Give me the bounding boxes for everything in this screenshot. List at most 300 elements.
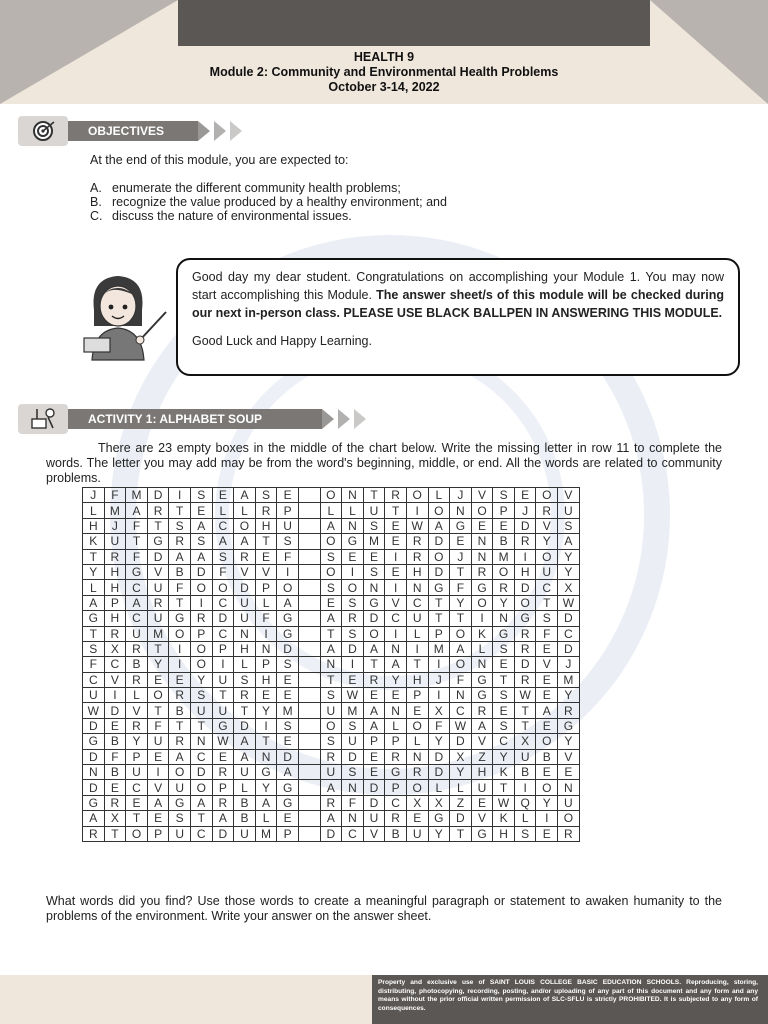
grid-cell: O bbox=[190, 580, 212, 595]
grid-cell: R bbox=[363, 672, 385, 687]
grid-cell: C bbox=[83, 672, 105, 687]
objective-letter: A. bbox=[90, 181, 102, 195]
missing-letter-box bbox=[298, 765, 320, 780]
grid-cell: P bbox=[255, 657, 277, 672]
grid-cell: D bbox=[212, 611, 234, 626]
grid-cell: L bbox=[428, 488, 450, 503]
missing-letter-box bbox=[298, 564, 320, 579]
grid-cell: R bbox=[471, 703, 493, 718]
grid-cell: B bbox=[104, 734, 126, 749]
grid-cell: S bbox=[190, 534, 212, 549]
chevron-icon bbox=[354, 409, 366, 429]
grid-cell: B bbox=[234, 811, 256, 826]
grid-cell: T bbox=[493, 672, 515, 687]
grid-cell: A bbox=[428, 518, 450, 533]
grid-cell: E bbox=[342, 549, 364, 564]
grid-cell: F bbox=[342, 795, 364, 810]
grid-cell: U bbox=[363, 811, 385, 826]
grid-cell: I bbox=[342, 657, 364, 672]
grid-cell: E bbox=[536, 672, 558, 687]
grid-cell: F bbox=[126, 549, 148, 564]
grid-cell: E bbox=[190, 503, 212, 518]
grid-cell: M bbox=[147, 626, 169, 641]
grid-cell: V bbox=[471, 734, 493, 749]
chevron-icon bbox=[322, 409, 334, 429]
grid-cell: R bbox=[514, 641, 536, 656]
grid-cell: X bbox=[514, 734, 536, 749]
grid-cell: L bbox=[255, 595, 277, 610]
header-title-block bbox=[150, 50, 618, 95]
grid-cell: A bbox=[234, 488, 256, 503]
grid-cell: D bbox=[428, 534, 450, 549]
grid-cell: C bbox=[406, 595, 428, 610]
missing-letter-box bbox=[298, 518, 320, 533]
grid-row bbox=[83, 503, 580, 518]
grid-cell: F bbox=[450, 580, 472, 595]
grid-cell: U bbox=[126, 765, 148, 780]
grid-cell: X bbox=[104, 641, 126, 656]
grid-cell: S bbox=[190, 488, 212, 503]
grid-cell: F bbox=[450, 672, 472, 687]
grid-cell: T bbox=[363, 488, 385, 503]
grid-cell: H bbox=[83, 518, 105, 533]
objective-item bbox=[90, 181, 401, 196]
grid-cell: R bbox=[385, 488, 407, 503]
grid-cell: M bbox=[126, 488, 148, 503]
grid-cell: S bbox=[190, 688, 212, 703]
grid-cell: A bbox=[212, 811, 234, 826]
grid-cell: G bbox=[471, 688, 493, 703]
grid-cell: E bbox=[147, 749, 169, 764]
grid-cell: Y bbox=[126, 734, 148, 749]
grid-cell: E bbox=[536, 765, 558, 780]
grid-cell: P bbox=[385, 780, 407, 795]
grid-row bbox=[83, 703, 580, 718]
grid-row bbox=[83, 580, 580, 595]
grid-cell: K bbox=[83, 534, 105, 549]
grid-cell: C bbox=[212, 595, 234, 610]
grid-cell: T bbox=[126, 811, 148, 826]
grid-cell: D bbox=[558, 641, 580, 656]
grid-cell: L bbox=[428, 780, 450, 795]
message-closing: Good Luck and Happy Learning. bbox=[192, 334, 372, 348]
grid-cell: A bbox=[320, 518, 342, 533]
grid-cell: R bbox=[385, 749, 407, 764]
grid-cell: N bbox=[471, 657, 493, 672]
grid-cell: F bbox=[428, 718, 450, 733]
message-bold-text: The answer sheet/s of this module will be checked during our next in-person class. PLEASE USE BLACK BALLPEN IN ANSWERING THIS MODULE. bbox=[192, 288, 724, 320]
grid-cell: Y bbox=[428, 826, 450, 841]
grid-cell: E bbox=[385, 518, 407, 533]
grid-cell: R bbox=[104, 626, 126, 641]
grid-cell: L bbox=[450, 780, 472, 795]
grid-cell: S bbox=[493, 488, 515, 503]
grid-row bbox=[83, 780, 580, 795]
grid-cell: T bbox=[363, 657, 385, 672]
grid-cell: P bbox=[212, 780, 234, 795]
grid-cell: I bbox=[428, 657, 450, 672]
grid-cell: L bbox=[234, 503, 256, 518]
grid-cell: S bbox=[320, 734, 342, 749]
grid-cell: C bbox=[385, 795, 407, 810]
grid-cell: R bbox=[385, 811, 407, 826]
target-icon bbox=[18, 116, 68, 146]
grid-cell: T bbox=[83, 549, 105, 564]
grid-cell: C bbox=[104, 657, 126, 672]
grid-cell: S bbox=[169, 811, 191, 826]
grid-cell: G bbox=[83, 611, 105, 626]
grid-cell: L bbox=[255, 811, 277, 826]
grid-cell: A bbox=[450, 641, 472, 656]
grid-cell: D bbox=[363, 611, 385, 626]
missing-letter-box bbox=[298, 749, 320, 764]
grid-cell: O bbox=[558, 811, 580, 826]
grid-cell: D bbox=[363, 795, 385, 810]
grid-cell: O bbox=[406, 780, 428, 795]
grid-cell: T bbox=[450, 611, 472, 626]
grid-cell: P bbox=[385, 734, 407, 749]
grid-cell: T bbox=[406, 657, 428, 672]
missing-letter-box bbox=[298, 795, 320, 810]
grid-cell: D bbox=[83, 749, 105, 764]
grid-cell: J bbox=[83, 488, 105, 503]
grid-cell: T bbox=[255, 734, 277, 749]
grid-cell: P bbox=[493, 503, 515, 518]
grid-cell: E bbox=[514, 488, 536, 503]
grid-cell: Y bbox=[428, 734, 450, 749]
grid-cell: W bbox=[558, 595, 580, 610]
grid-cell: I bbox=[255, 718, 277, 733]
grid-cell: P bbox=[406, 688, 428, 703]
grid-cell: N bbox=[450, 688, 472, 703]
grid-cell: A bbox=[234, 749, 256, 764]
grid-cell: H bbox=[104, 580, 126, 595]
grid-row bbox=[83, 811, 580, 826]
grid-cell: R bbox=[212, 795, 234, 810]
grid-cell: S bbox=[558, 518, 580, 533]
grid-cell: T bbox=[169, 595, 191, 610]
header-dark-band bbox=[178, 0, 650, 46]
missing-letter-box bbox=[298, 734, 320, 749]
tools-icon bbox=[18, 404, 68, 434]
grid-cell: A bbox=[234, 734, 256, 749]
grid-cell: I bbox=[169, 657, 191, 672]
grid-cell: L bbox=[406, 734, 428, 749]
activity-question: What words did you find? Use those words to create a meaningful paragraph or statement to awaken humanity to the problems of the environment. Write your answer on the answer sheet. bbox=[46, 894, 722, 923]
grid-cell: B bbox=[169, 564, 191, 579]
grid-cell: G bbox=[342, 534, 364, 549]
grid-cell: T bbox=[147, 703, 169, 718]
grid-cell: G bbox=[514, 611, 536, 626]
grid-cell: G bbox=[493, 626, 515, 641]
objectives-intro: At the end of this module, you are expected to: bbox=[90, 153, 349, 167]
grid-cell: I bbox=[104, 688, 126, 703]
grid-cell: E bbox=[126, 795, 148, 810]
grid-cell: S bbox=[342, 626, 364, 641]
grid-cell: O bbox=[428, 503, 450, 518]
grid-cell: U bbox=[277, 518, 299, 533]
grid-cell: E bbox=[536, 688, 558, 703]
grid-cell: S bbox=[277, 657, 299, 672]
missing-letter-box bbox=[298, 534, 320, 549]
grid-cell: U bbox=[212, 672, 234, 687]
grid-cell: D bbox=[104, 703, 126, 718]
grid-cell: U bbox=[147, 734, 169, 749]
grid-cell: G bbox=[255, 765, 277, 780]
grid-cell: A bbox=[320, 811, 342, 826]
grid-cell: O bbox=[514, 595, 536, 610]
grid-row bbox=[83, 657, 580, 672]
grid-cell: I bbox=[212, 657, 234, 672]
chevron-icon bbox=[214, 121, 226, 141]
grid-cell: E bbox=[342, 672, 364, 687]
grid-cell: O bbox=[428, 549, 450, 564]
grid-cell: D bbox=[450, 811, 472, 826]
grid-cell: D bbox=[83, 718, 105, 733]
grid-cell: I bbox=[536, 811, 558, 826]
grid-cell: T bbox=[126, 534, 148, 549]
grid-cell: T bbox=[514, 703, 536, 718]
grid-cell: A bbox=[169, 749, 191, 764]
grid-cell: O bbox=[190, 641, 212, 656]
grid-cell: R bbox=[536, 503, 558, 518]
grid-cell: G bbox=[147, 534, 169, 549]
grid-cell: A bbox=[320, 780, 342, 795]
grid-cell: F bbox=[104, 749, 126, 764]
grid-cell: T bbox=[190, 811, 212, 826]
grid-row bbox=[83, 688, 580, 703]
grid-cell: V bbox=[147, 564, 169, 579]
grid-cell: C bbox=[190, 749, 212, 764]
grid-cell: F bbox=[536, 626, 558, 641]
grid-cell: X bbox=[558, 580, 580, 595]
grid-cell: G bbox=[169, 611, 191, 626]
grid-cell: P bbox=[212, 641, 234, 656]
missing-letter-box bbox=[298, 826, 320, 841]
grid-cell: W bbox=[342, 688, 364, 703]
grid-cell: E bbox=[385, 688, 407, 703]
grid-cell: R bbox=[514, 534, 536, 549]
grid-cell: O bbox=[406, 488, 428, 503]
grid-cell: I bbox=[169, 641, 191, 656]
module-title: Module 2: Community and Environmental Health Problems bbox=[209, 65, 559, 79]
grid-cell: G bbox=[450, 518, 472, 533]
grid-cell: R bbox=[493, 580, 515, 595]
grid-cell: C bbox=[536, 580, 558, 595]
grid-cell: E bbox=[104, 780, 126, 795]
grid-cell: O bbox=[212, 580, 234, 595]
grid-cell: C bbox=[212, 518, 234, 533]
grid-cell: W bbox=[406, 518, 428, 533]
grid-cell: M bbox=[255, 826, 277, 841]
grid-cell: J bbox=[450, 549, 472, 564]
teacher-illustration bbox=[80, 270, 170, 362]
grid-cell: O bbox=[147, 688, 169, 703]
grid-cell: N bbox=[558, 780, 580, 795]
grid-cell: S bbox=[493, 718, 515, 733]
grid-cell: I bbox=[147, 765, 169, 780]
grid-cell: A bbox=[558, 534, 580, 549]
grid-cell: C bbox=[385, 611, 407, 626]
header-right-decoration bbox=[650, 0, 768, 104]
missing-letter-box bbox=[298, 811, 320, 826]
grid-cell: S bbox=[234, 672, 256, 687]
grid-cell: A bbox=[277, 765, 299, 780]
grid-cell: O bbox=[320, 718, 342, 733]
grid-cell: I bbox=[471, 611, 493, 626]
grid-cell: R bbox=[320, 795, 342, 810]
grid-cell: G bbox=[277, 611, 299, 626]
grid-cell: G bbox=[385, 765, 407, 780]
grid-cell: R bbox=[234, 688, 256, 703]
grid-cell: D bbox=[190, 564, 212, 579]
grid-cell: R bbox=[320, 749, 342, 764]
grid-cell: R bbox=[147, 595, 169, 610]
grid-row bbox=[83, 795, 580, 810]
grid-cell: C bbox=[126, 580, 148, 595]
grid-cell: O bbox=[471, 503, 493, 518]
grid-cell: T bbox=[320, 626, 342, 641]
grid-cell: D bbox=[558, 611, 580, 626]
grid-cell: T bbox=[320, 672, 342, 687]
missing-letter-box bbox=[298, 626, 320, 641]
grid-cell: O bbox=[363, 626, 385, 641]
missing-letter-box bbox=[298, 641, 320, 656]
grid-cell: R bbox=[234, 549, 256, 564]
grid-cell: U bbox=[558, 795, 580, 810]
grid-cell: J bbox=[104, 518, 126, 533]
grid-cell: S bbox=[493, 688, 515, 703]
grid-cell: F bbox=[147, 718, 169, 733]
grid-cell: A bbox=[234, 534, 256, 549]
teacher-message-box bbox=[176, 258, 740, 376]
message-text: Good day my dear student. Congratulations on accomplishing your Module 1. You may now start accomplishing this Module. bbox=[192, 270, 724, 302]
grid-cell: E bbox=[104, 718, 126, 733]
grid-cell: U bbox=[169, 826, 191, 841]
grid-cell: B bbox=[234, 795, 256, 810]
grid-cell: W bbox=[212, 734, 234, 749]
grid-cell: B bbox=[514, 765, 536, 780]
grid-cell: Z bbox=[471, 749, 493, 764]
grid-cell: U bbox=[234, 826, 256, 841]
grid-cell: N bbox=[255, 641, 277, 656]
grid-cell: U bbox=[234, 595, 256, 610]
grid-cell: R bbox=[558, 703, 580, 718]
grid-cell: R bbox=[514, 626, 536, 641]
grid-cell: S bbox=[536, 611, 558, 626]
objective-letter: C. bbox=[90, 209, 103, 223]
grid-cell: A bbox=[363, 703, 385, 718]
grid-cell: P bbox=[428, 626, 450, 641]
grid-cell: Y bbox=[83, 564, 105, 579]
grid-cell: O bbox=[169, 765, 191, 780]
grid-cell: U bbox=[320, 765, 342, 780]
missing-letter-box bbox=[298, 488, 320, 503]
grid-row bbox=[83, 611, 580, 626]
objective-text: recognize the value produced by a healthy environment; and bbox=[112, 195, 447, 209]
grid-cell: U bbox=[320, 703, 342, 718]
grid-cell: A bbox=[147, 795, 169, 810]
grid-cell: C bbox=[126, 780, 148, 795]
missing-letter-box bbox=[298, 580, 320, 595]
grid-cell: U bbox=[406, 826, 428, 841]
grid-cell: H bbox=[104, 564, 126, 579]
copyright-notice: Property and exclusive use of SAINT LOUIS COLLEGE BASIC EDUCATION SCHOOLS. Reproducing, storing, distributing, photocopying, recording, posting, and/or uploading of any part of this document and any form and any means without the prior official written permission of SLC-SFLU is strictly PROHIBITED. It is subjected to any form of consequences. bbox=[378, 979, 758, 1012]
grid-cell: L bbox=[234, 780, 256, 795]
grid-row bbox=[83, 641, 580, 656]
grid-cell: E bbox=[212, 749, 234, 764]
grid-cell: I bbox=[385, 626, 407, 641]
grid-cell: C bbox=[558, 626, 580, 641]
grid-cell: G bbox=[471, 672, 493, 687]
grid-cell: I bbox=[277, 564, 299, 579]
grid-cell: A bbox=[363, 718, 385, 733]
grid-cell: Q bbox=[514, 795, 536, 810]
grid-cell: S bbox=[493, 641, 515, 656]
grid-cell: O bbox=[190, 657, 212, 672]
grid-cell: I bbox=[342, 564, 364, 579]
grid-cell: N bbox=[385, 641, 407, 656]
grid-cell: N bbox=[190, 734, 212, 749]
grid-cell: M bbox=[363, 534, 385, 549]
grid-cell: K bbox=[493, 765, 515, 780]
grid-cell: I bbox=[514, 549, 536, 564]
grid-cell: D bbox=[342, 641, 364, 656]
grid-cell: L bbox=[320, 503, 342, 518]
grid-cell: U bbox=[234, 611, 256, 626]
grid-cell: K bbox=[493, 811, 515, 826]
grid-cell: U bbox=[83, 688, 105, 703]
grid-cell: T bbox=[234, 703, 256, 718]
alphabet-soup-grid bbox=[82, 487, 580, 842]
grid-cell: O bbox=[536, 734, 558, 749]
grid-cell: T bbox=[514, 718, 536, 733]
grid-cell: V bbox=[558, 488, 580, 503]
objective-item bbox=[90, 195, 447, 210]
grid-cell: L bbox=[212, 503, 234, 518]
grid-cell: X bbox=[450, 749, 472, 764]
grid-cell: N bbox=[385, 703, 407, 718]
grid-cell: H bbox=[471, 765, 493, 780]
grid-cell: V bbox=[126, 703, 148, 718]
grid-cell: R bbox=[255, 503, 277, 518]
grid-cell: W bbox=[493, 795, 515, 810]
grid-row bbox=[83, 749, 580, 764]
grid-cell: N bbox=[493, 611, 515, 626]
grid-cell: B bbox=[126, 657, 148, 672]
grid-cell: R bbox=[104, 549, 126, 564]
grid-row bbox=[83, 765, 580, 780]
grid-cell: T bbox=[536, 595, 558, 610]
grid-cell: G bbox=[428, 811, 450, 826]
grid-cell: V bbox=[536, 518, 558, 533]
grid-row bbox=[83, 718, 580, 733]
grid-cell: O bbox=[342, 580, 364, 595]
missing-letter-box bbox=[298, 703, 320, 718]
grid-cell: T bbox=[450, 564, 472, 579]
grid-cell: A bbox=[83, 811, 105, 826]
grid-cell: E bbox=[147, 811, 169, 826]
grid-cell: E bbox=[536, 641, 558, 656]
grid-cell: S bbox=[363, 564, 385, 579]
grid-cell: E bbox=[212, 488, 234, 503]
grid-row bbox=[83, 734, 580, 749]
grid-cell: B bbox=[493, 534, 515, 549]
grid-cell: V bbox=[147, 780, 169, 795]
grid-cell: S bbox=[320, 549, 342, 564]
grid-cell: V bbox=[255, 564, 277, 579]
activity-title: ACTIVITY 1: ALPHABET SOUP bbox=[68, 409, 322, 429]
